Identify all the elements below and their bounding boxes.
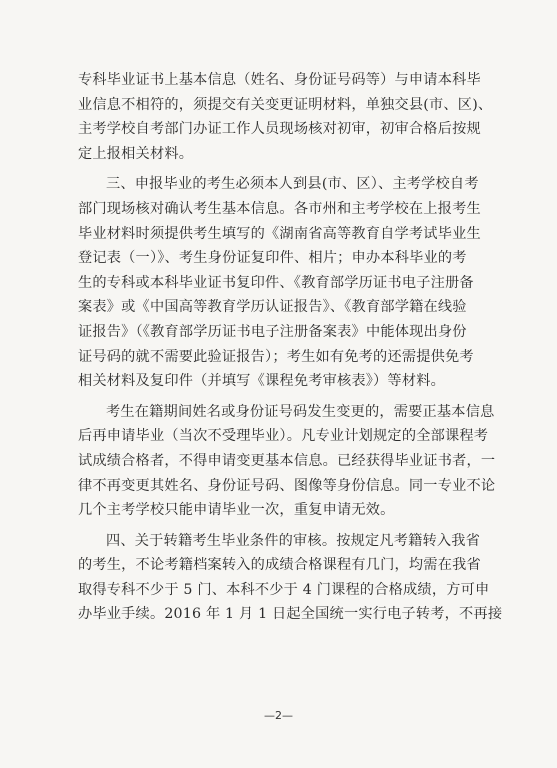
text-line: 相关材料及复印件（并填写《课程免考审核表》）等材料。	[78, 373, 445, 390]
text-line: 四、关于转籍考生毕业条件的审核。按规定凡考籍转入我省	[106, 532, 481, 549]
text-line: 登记表（一）》、考生身份证复印件、相片；申办本科毕业的考	[78, 250, 467, 267]
text-line: 毕业材料时须提供考生填写的《湖南省高等教育自学考试毕业生	[78, 225, 481, 242]
text-line: 案表》或《中国高等教育学历认证报告》、《教育部学籍在线验	[78, 299, 467, 316]
text-line: 证报告》（《教育部学历证书电子注册备案表》中能体现出身份	[78, 323, 467, 340]
text-line: 生的专科或本科毕业证书复印件、《教育部学历证书电子注册备	[78, 274, 474, 291]
text-line: 定上报相关材料。	[78, 145, 194, 162]
text-line: 试成绩合格者，不得申请变更基本信息。已经获得毕业证书者，一	[78, 452, 496, 469]
paragraph	[78, 400, 498, 523]
paragraph	[78, 68, 498, 166]
text-line: 主考学校自考部门办证工作人员现场核对初审，初审合格后按规	[78, 121, 481, 138]
body-text	[78, 68, 503, 627]
text-line: 考生在籍期间姓名或身份证号码发生变更的，需要正基本信息	[106, 403, 495, 420]
text-line: 专科毕业证书上基本信息（姓名、身份证号码等）与申请本科毕	[78, 72, 481, 88]
text-line: 的考生，不论考籍档案转入的成绩合格课程有几门，均需在我省	[78, 557, 481, 574]
text-line: 办毕业手续。2016 年 1 月 1 日起全国统一实行电子转考，不再接	[78, 606, 503, 623]
paragraph	[78, 172, 498, 393]
text-line: 部门现场核对确认考生基本信息。各市州和主考学校在上报考生	[78, 200, 481, 217]
text-line: 证号码的就不需要此验证报告）；考生如有免考的还需提供免考	[78, 348, 474, 365]
page-number: —2—	[264, 709, 293, 722]
text-line: 后再申请毕业（当次不受理毕业）。凡专业计划规定的全部课程考	[78, 428, 489, 445]
text-line: 三、申报毕业的考生必须本人到县(市、区）、主考学校自考	[106, 176, 479, 193]
text-line: 取得专科不少于 5 门、本科不少于 4 门课程的合格成绩，方可申	[78, 581, 490, 598]
text-line: 律不再变更其姓名、身份证号码、图像等身份信息。同一专业不论	[78, 477, 496, 494]
text-line: 业信息不相符的，须提交有关变更证明材料，单独交县(市、区)、	[78, 96, 493, 113]
paragraph	[78, 529, 503, 627]
text-line: 几个主考学校只能申请毕业一次，重复申请无效。	[78, 502, 395, 519]
